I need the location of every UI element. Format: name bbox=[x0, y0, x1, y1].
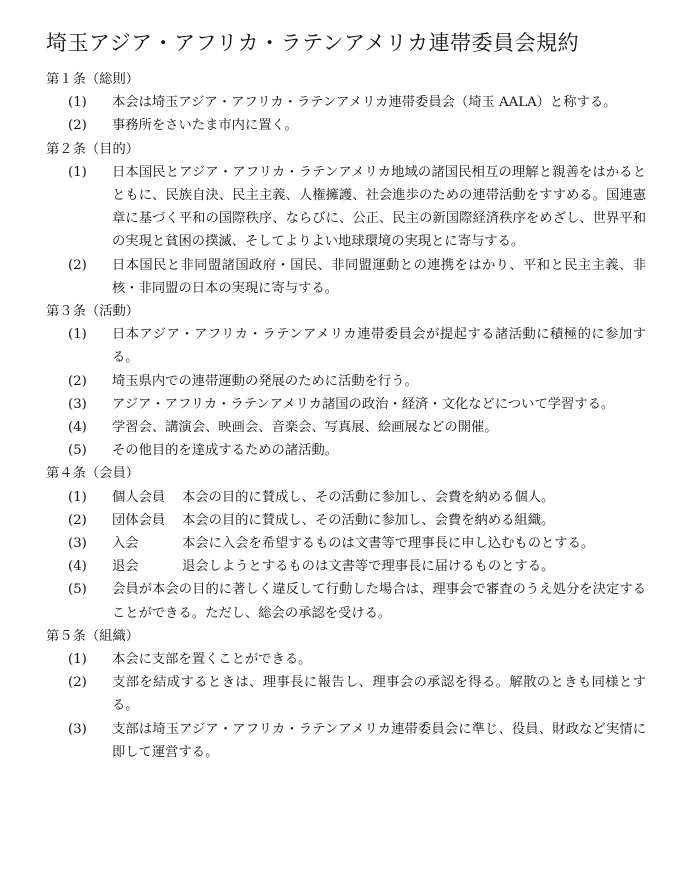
clause bbox=[68, 161, 646, 254]
clause-text: 本会は埼玉アジア・アフリカ・ラテンアメリカ連帯委員会（埼玉 AALA）と称する。 bbox=[112, 95, 617, 111]
article-1 bbox=[46, 68, 646, 138]
clause-number: (1) bbox=[68, 95, 87, 111]
clause-number: (2) bbox=[68, 373, 87, 389]
clause-text: その他目的を達成するための諸活動。 bbox=[112, 443, 339, 459]
article-2 bbox=[46, 138, 646, 300]
term-description: 本会に入会を希望するものは文書等で理事長に申し込むものとする。 bbox=[182, 536, 595, 552]
clause-text: 事務所をさいたま市内に置く。 bbox=[112, 118, 298, 134]
clause-text: 本会に支部を置くことができる。 bbox=[112, 652, 312, 668]
clause-number: (1) bbox=[68, 327, 87, 343]
clause-text bbox=[112, 509, 646, 532]
article-3 bbox=[46, 300, 646, 462]
clause-number: (2) bbox=[68, 512, 87, 528]
article-5 bbox=[46, 625, 646, 764]
member-term: 団体会員 bbox=[112, 512, 166, 528]
clause bbox=[68, 416, 646, 439]
clause-number: (3) bbox=[68, 721, 87, 737]
clause-number: (1) bbox=[68, 652, 87, 668]
article-heading: 第５条（組織） bbox=[46, 628, 140, 644]
articles-body bbox=[46, 68, 646, 764]
clause bbox=[68, 671, 646, 717]
document-title: 埼玉アジア・アフリカ・ラテンアメリカ連帯委員会規約 bbox=[46, 31, 580, 55]
article-heading: 第４条（会員） bbox=[46, 466, 140, 482]
article-heading: 第３条（活動） bbox=[46, 304, 140, 320]
clause-number: (4) bbox=[68, 559, 87, 575]
clause bbox=[68, 323, 646, 369]
clause bbox=[68, 439, 646, 462]
clause-text bbox=[112, 486, 646, 509]
clause-number: (3) bbox=[68, 536, 87, 552]
clause-text: 埼玉県内での連帯運動の発展のために活動を行う。 bbox=[112, 373, 418, 389]
clause-text: 日本アジア・アフリカ・ラテンアメリカ連帯委員会が提起する諸活動に積極的に参加する。 bbox=[112, 327, 646, 366]
term-description: 退会しようとするものは文書等で理事長に届けるものとする。 bbox=[182, 559, 555, 575]
clause-number: (3) bbox=[68, 396, 87, 412]
clause-text: 支部を結成するときは、理事長に報告し、理事会の承認を得る。解散のときも同様とする。 bbox=[112, 675, 646, 714]
clause bbox=[68, 578, 646, 624]
clause-number: (5) bbox=[68, 582, 87, 598]
clause bbox=[68, 718, 646, 764]
clause-number: (1) bbox=[68, 164, 87, 180]
clause-text bbox=[112, 532, 646, 555]
clause bbox=[68, 648, 646, 671]
clause bbox=[68, 509, 646, 532]
clause bbox=[68, 532, 646, 555]
clause bbox=[68, 114, 646, 137]
clause-text: 学習会、講演会、映画会、音楽会、写真展、絵画展などの開催。 bbox=[112, 420, 498, 436]
clause-number: (2) bbox=[68, 257, 87, 273]
clause bbox=[68, 486, 646, 509]
clause-text: 日本国民とアジア・アフリカ・ラテンアメリカ地域の諸国民相互の理解と親善をはかるとともに、民族自決、民主主義、人権擁護、社会進歩のための連帯活動をすすめる。国連憲章に基づく平和の国際秩序、ならびに、公正、民主の新国際経済秩序をめざし、世界平和の実現と貧困の撲滅、そしてよりよい地球環境の実現とに寄与する。 bbox=[112, 164, 646, 250]
clause-number: (2) bbox=[68, 118, 87, 134]
clause-text: 日本国民と非同盟諸国政府・国民、非同盟運動との連携をはかり、平和と民主主義、非核・非同盟の日本の実現に寄与する。 bbox=[112, 257, 646, 296]
clause-text: 会員が本会の目的に著しく違反して行動した場合は、理事会で審査のうえ処分を決定することができる。ただし、総会の承認を受ける。 bbox=[112, 582, 646, 621]
clause-number: (5) bbox=[68, 443, 87, 459]
clause bbox=[68, 393, 646, 416]
term-description: 本会の目的に賛成し、その活動に参加し、会費を納める組織。 bbox=[182, 512, 555, 528]
clause bbox=[68, 555, 646, 578]
clause-number: (4) bbox=[68, 420, 87, 436]
term-description: 本会の目的に賛成し、その活動に参加し、会費を納める個人。 bbox=[182, 489, 555, 505]
member-term: 退会 bbox=[112, 559, 139, 575]
article-4 bbox=[46, 462, 646, 624]
member-term: 個人会員 bbox=[112, 489, 166, 505]
clause-number: (2) bbox=[68, 675, 87, 691]
clause bbox=[68, 91, 646, 114]
clause-text: 支部は埼玉アジア・アフリカ・ラテンアメリカ連帯委員会に準じ、役員、財政など実情に即して運営する。 bbox=[112, 721, 646, 760]
clause-number: (1) bbox=[68, 489, 87, 505]
clause-text bbox=[112, 555, 646, 578]
article-heading: 第２条（目的） bbox=[46, 141, 140, 157]
clause bbox=[68, 254, 646, 300]
clause bbox=[68, 370, 646, 393]
member-term: 入会 bbox=[112, 536, 139, 552]
clause-text: アジア・アフリカ・ラテンアメリカ諸国の政治・経済・文化などについて学習する。 bbox=[112, 396, 615, 412]
article-heading: 第１条（総則） bbox=[46, 72, 140, 87]
